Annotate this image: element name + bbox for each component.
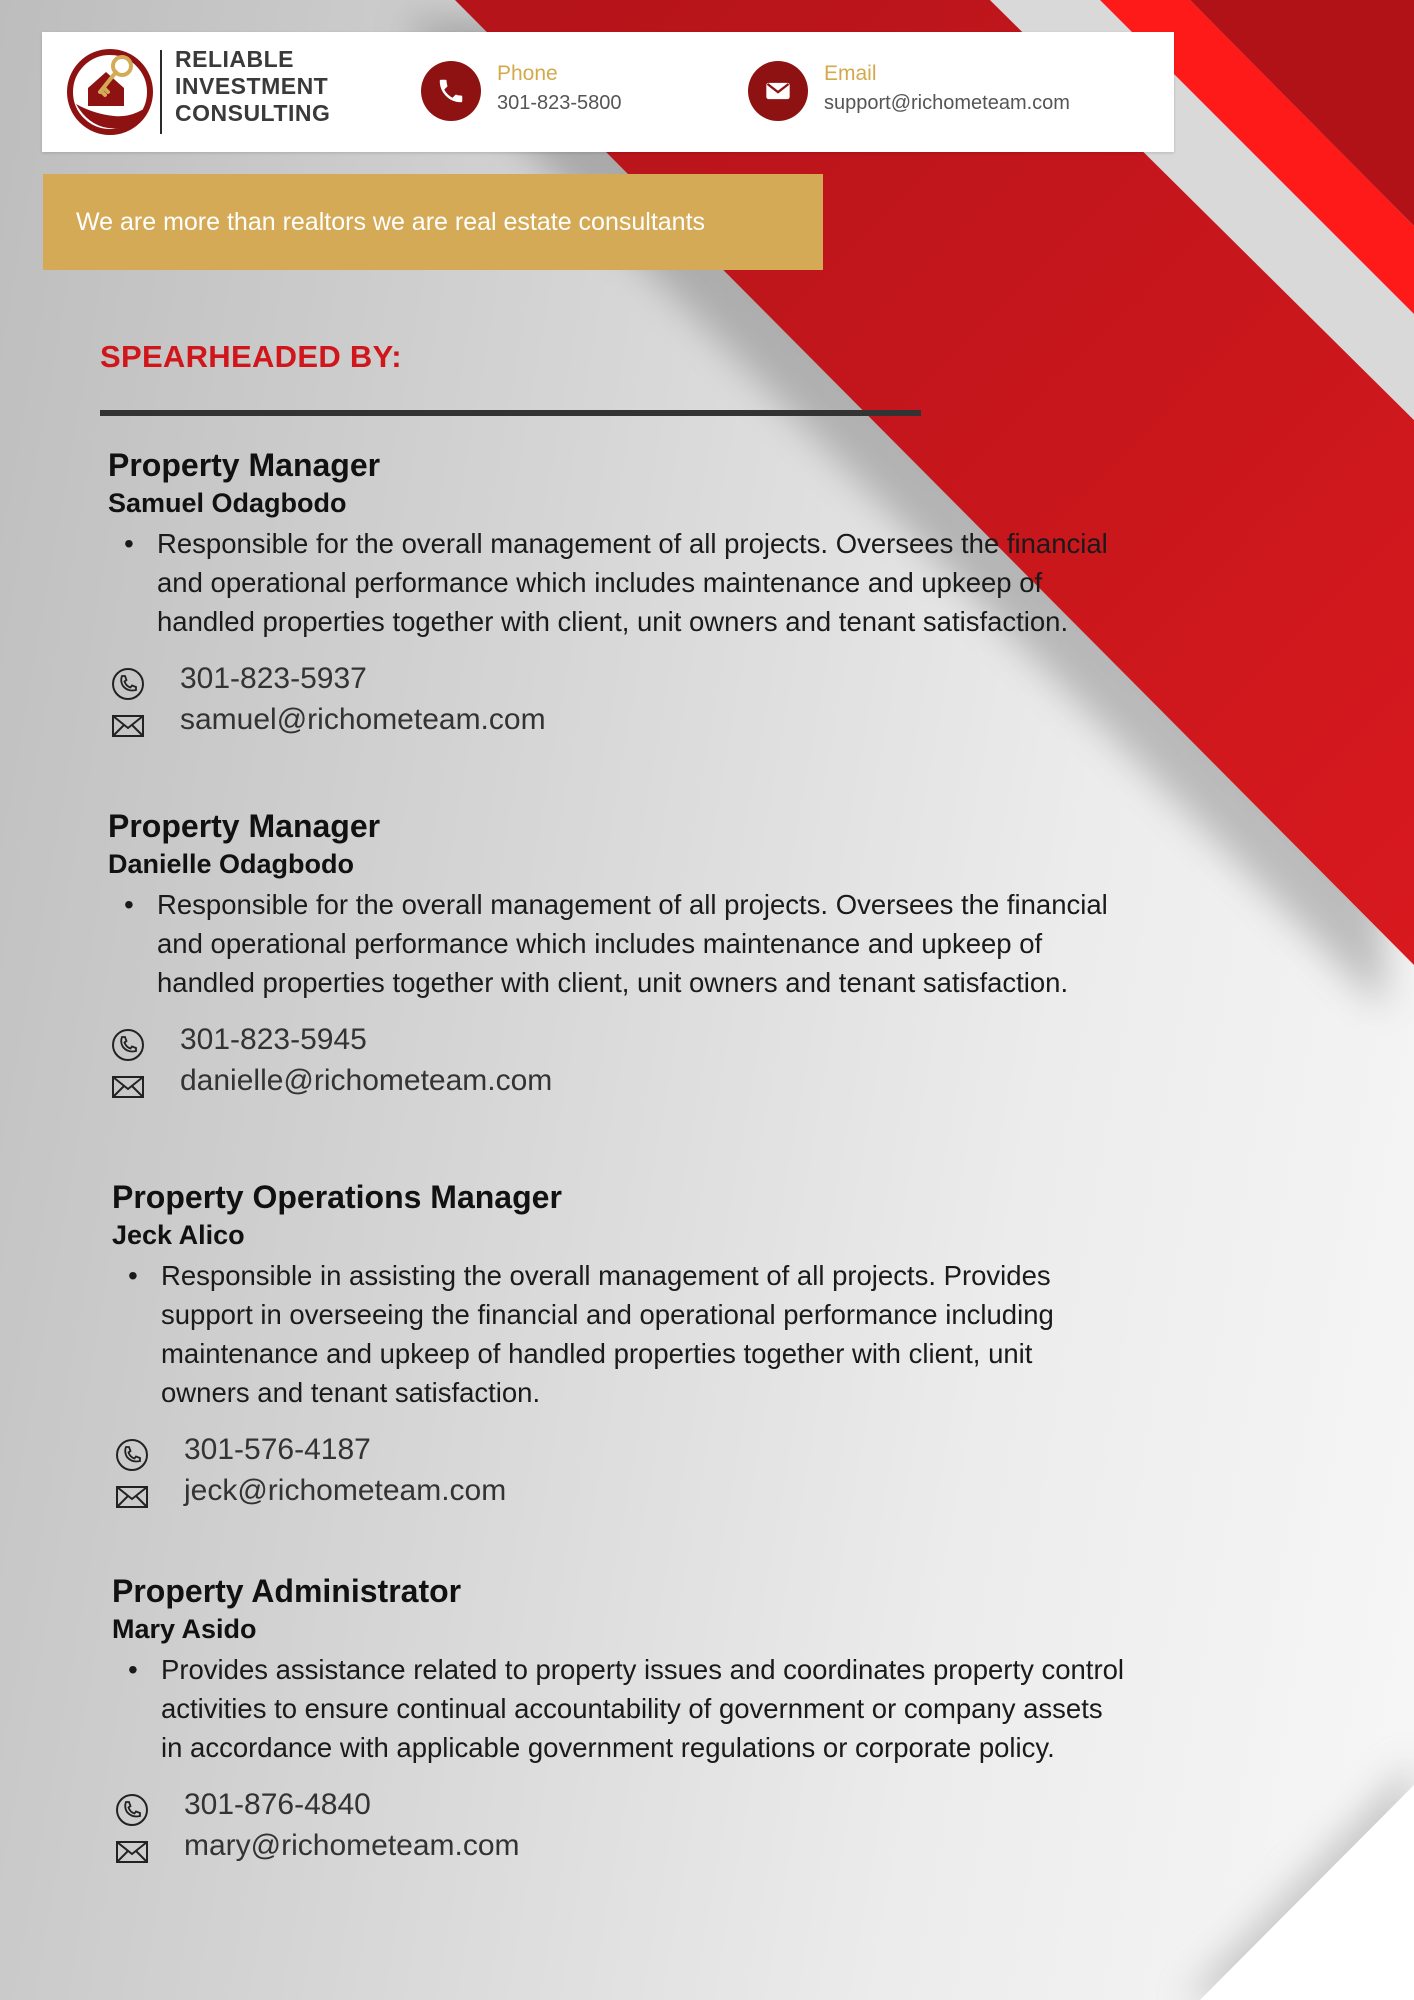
description-line: • Provides assistance related to property issues and coordinates property control <box>161 1654 1125 1685</box>
description-line: maintenance and upkeep of handled properties together with client, unit <box>161 1338 1033 1369</box>
person-role: Property Manager <box>108 808 381 844</box>
logo-divider <box>160 50 162 134</box>
person-name: Jeck Alico <box>112 1220 245 1250</box>
phone-value: 301-823-5800 <box>497 92 622 114</box>
phone-icon <box>114 1437 150 1473</box>
description-line: in accordance with applicable government regulations or corporate policy. <box>161 1732 1055 1763</box>
phone-icon <box>421 61 481 121</box>
description-line: support in overseeing the financial and operational performance including <box>161 1299 1054 1330</box>
description-line: and operational performance which includes maintenance and upkeep of <box>157 567 1043 598</box>
person-email-row <box>114 1829 1312 1870</box>
person-description <box>108 524 1323 641</box>
description-line: and operational performance which includes maintenance and upkeep of <box>157 928 1043 959</box>
person-description <box>112 1256 1327 1412</box>
person-role: Property Operations Manager <box>112 1179 562 1215</box>
section-title: SPEARHEADED BY: <box>100 339 402 374</box>
person-name: Mary Asido <box>112 1614 257 1644</box>
header-card <box>42 32 1174 152</box>
person-email-row <box>110 703 1308 744</box>
phone-icon <box>110 666 146 702</box>
person-email[interactable]: danielle@richometeam.com <box>180 1064 553 1097</box>
envelope-icon <box>110 707 146 743</box>
company-name-line: CONSULTING <box>175 100 331 126</box>
section-divider <box>100 410 921 416</box>
person-email[interactable]: jeck@richometeam.com <box>184 1474 507 1507</box>
person-role: Property Administrator <box>112 1573 462 1609</box>
person-card <box>108 446 1308 744</box>
envelope-icon <box>110 1068 146 1104</box>
company-name-line: INVESTMENT <box>175 73 329 99</box>
description-line: owners and tenant satisfaction. <box>161 1377 541 1408</box>
house-key-hand-logo <box>62 44 158 140</box>
description-line: • Responsible for the overall management of all projects. Oversees the financial <box>157 528 1108 559</box>
description-line: • Responsible in assisting the overall management of all projects. Provides <box>161 1260 1051 1291</box>
person-phone-row <box>114 1788 1312 1829</box>
email-label: Email <box>824 62 877 85</box>
person-role: Property Manager <box>108 447 381 483</box>
person-name: Danielle Odagbodo <box>108 849 355 879</box>
person-phone[interactable]: 301-823-5945 <box>180 1023 367 1056</box>
description-line: • Responsible for the overall management of all projects. Oversees the financial <box>157 889 1108 920</box>
person-phone[interactable]: 301-823-5937 <box>180 662 367 695</box>
company-name-line: RELIABLE <box>175 46 294 72</box>
person-phone-row <box>114 1433 1312 1474</box>
email-value[interactable]: support@richometeam.com <box>824 92 1070 114</box>
person-phone[interactable]: 301-576-4187 <box>184 1433 371 1466</box>
description-line: handled properties together with client, unit owners and tenant satisfaction. <box>157 967 1069 998</box>
envelope-icon <box>114 1478 150 1514</box>
tagline-banner: We are more than realtors we are real estate consultants <box>43 174 823 270</box>
company-name <box>175 46 330 127</box>
description-line: handled properties together with client, unit owners and tenant satisfaction. <box>157 606 1069 637</box>
person-description <box>108 885 1323 1002</box>
person-description <box>112 1650 1327 1767</box>
person-email[interactable]: samuel@richometeam.com <box>180 703 546 736</box>
person-email-row <box>110 1064 1308 1105</box>
person-email-row <box>114 1474 1312 1515</box>
person-name: Samuel Odagbodo <box>108 488 347 518</box>
person-card <box>112 1178 1312 1515</box>
envelope-icon <box>748 61 808 121</box>
person-phone-row <box>110 662 1308 703</box>
phone-icon <box>110 1027 146 1063</box>
person-card <box>108 807 1308 1105</box>
person-phone-row <box>110 1023 1308 1064</box>
description-line: activities to ensure continual accountability of government or company assets <box>161 1693 1103 1724</box>
person-phone[interactable]: 301-876-4840 <box>184 1788 371 1821</box>
envelope-icon <box>114 1833 150 1869</box>
person-card <box>112 1572 1312 1870</box>
phone-label: Phone <box>497 62 558 85</box>
phone-icon <box>114 1792 150 1828</box>
person-email[interactable]: mary@richometeam.com <box>184 1829 520 1862</box>
